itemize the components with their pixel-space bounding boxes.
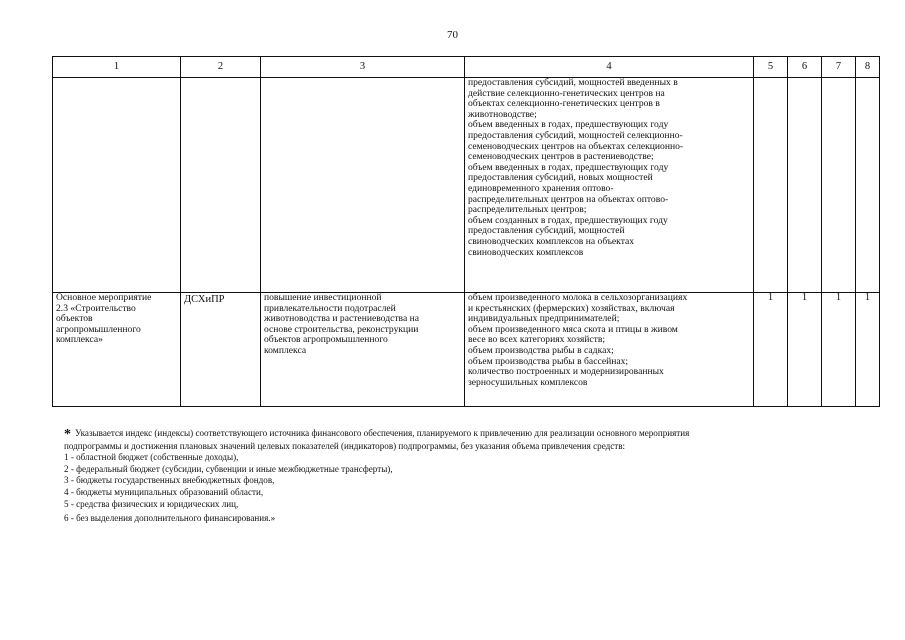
indicator-line: предоставления субсидий, мощностей введенных в <box>468 77 678 88</box>
funding-source-item: 2 - федеральный бюджет (субсидии, субвенции и иные межбюджетные трансферты), <box>64 463 393 474</box>
indicator-line: зерносушильных комплексов <box>468 376 588 388</box>
continuation-cell-3 <box>261 78 465 293</box>
footnote <box>64 428 844 525</box>
measure-title-line: агропромышленного <box>56 323 141 335</box>
expected-result-line: животноводства и растениеводства на <box>264 313 419 325</box>
continuation-cell-1 <box>53 78 181 293</box>
measure-title-line: объектов <box>56 313 93 325</box>
indicator-line: животноводстве; <box>468 108 537 120</box>
footnote-line <box>64 428 844 441</box>
indicator-line: предоставления субсидий, новых мощностей <box>468 172 653 184</box>
indicator-line: количество построенных и модернизированных <box>468 366 664 378</box>
indicator-line: и крестьянских (фермерских) хозяйствах, включая <box>468 302 675 314</box>
continuation-indicators-cell <box>465 78 754 293</box>
funding-source-item: 5 - средства физических и юридических лиц, <box>64 498 239 509</box>
measure-row <box>53 293 880 407</box>
continuation-cell-8 <box>856 78 880 293</box>
indicator-line: объем созданных в годах, предшествующих году <box>468 214 668 226</box>
expected-result-line: повышение инвестиционной <box>264 292 382 303</box>
page-number: 70 <box>447 29 458 41</box>
continuation-cell-6 <box>788 78 822 293</box>
indicator-line: индивидуальных предпринимателей; <box>468 313 620 325</box>
indicator-line: свиноводческих комплексов <box>468 246 584 258</box>
header-cell-2: 2 <box>181 57 261 78</box>
executor-text: ДСХиПР <box>184 294 225 305</box>
measure-indicators-cell <box>465 293 754 407</box>
continuation-cell-5 <box>754 78 788 293</box>
measure-title-line: 2.3 «Строительство <box>56 302 136 314</box>
funding-source-cell-5: 1 <box>754 293 788 407</box>
indicator-line: свиноводческих комплексов на объектах <box>468 235 635 247</box>
measure-title-line: комплекса» <box>56 334 103 346</box>
expected-result-line: комплекса <box>264 344 307 356</box>
indicator-line: объектах селекционно-генетических центров в <box>468 98 660 110</box>
header-cell-1: 1 <box>53 57 181 78</box>
footnote-line: подпрограммы и достижения плановых значений целевых показателей (индикаторов) подпрограммы, без указания объема привлечения средств: <box>64 440 626 451</box>
indicator-line: объем производства рыбы в садках; <box>468 344 614 356</box>
indicator-line: объем введенных в годах, предшествующих году <box>468 161 669 173</box>
expected-result-cell <box>261 293 465 407</box>
indicator-line: предоставления субсидий, мощностей <box>468 225 625 237</box>
executor-cell <box>181 293 261 407</box>
funding-source-item: 1 - областной бюджет (собственные доходы), <box>64 452 239 463</box>
header-cell-8: 8 <box>856 57 880 78</box>
footnote-text: Указывается индекс (индексы) соответствующего источника финансового обеспечения, планируемого к привлечению для реализации основного мероприятия <box>75 428 690 438</box>
expected-result-line: основе строительства, реконструкции <box>264 323 419 335</box>
funding-source-cell-8: 1 <box>856 293 880 407</box>
footnote-star: * <box>64 427 71 442</box>
indicator-line: объем произведенного молока в сельхозорганизациях <box>468 292 688 303</box>
indicator-line: объем введенных в годах, предшествующих году <box>468 119 669 131</box>
indicator-line: предоставления субсидий, мощностей селекционно- <box>468 129 683 141</box>
indicator-line: семеноводческих центров на объектах селекционно- <box>468 140 684 152</box>
continuation-row <box>53 78 880 293</box>
funding-source-cell-7: 1 <box>822 293 856 407</box>
header-cell-6: 6 <box>788 57 822 78</box>
funding-source-item: 4 - бюджеты муниципальных образований области, <box>64 486 264 497</box>
funding-source-item: 6 - без выделения дополнительного финансирования.» <box>64 513 276 524</box>
header-cell-3: 3 <box>261 57 465 78</box>
measures-table <box>52 56 880 407</box>
funding-source-cell-6: 1 <box>788 293 822 407</box>
continuation-cell-2 <box>181 78 261 293</box>
header-cell-5: 5 <box>754 57 788 78</box>
expected-result-line: объектов агропромышленного <box>264 334 388 346</box>
expected-result-line: привлекательности подотраслей <box>264 302 396 314</box>
measure-title-line: Основное мероприятие <box>56 292 152 303</box>
funding-source-item: 3 - бюджеты государственных внебюджетных фондов, <box>64 475 275 486</box>
indicator-line: единовременного хранения оптово- <box>468 182 614 194</box>
indicator-line: семеноводческих центров в растениеводстве; <box>468 151 654 163</box>
indicator-line: действие селекционно-генетических центров на <box>468 87 665 99</box>
indicator-line: весе во всех категориях хозяйств; <box>468 334 606 346</box>
header-cell-4: 4 <box>465 57 754 78</box>
measure-title-cell <box>53 293 181 407</box>
header-cell-7: 7 <box>822 57 856 78</box>
indicator-line: объем произведенного мяса скота и птицы в живом <box>468 323 678 335</box>
indicator-line: объем производства рыбы в бассейнах; <box>468 355 629 367</box>
header-row <box>53 57 880 78</box>
indicator-line: распределительных центров; <box>468 204 587 216</box>
continuation-cell-7 <box>822 78 856 293</box>
indicator-line: распределительных центров на объектах оптово- <box>468 193 669 205</box>
